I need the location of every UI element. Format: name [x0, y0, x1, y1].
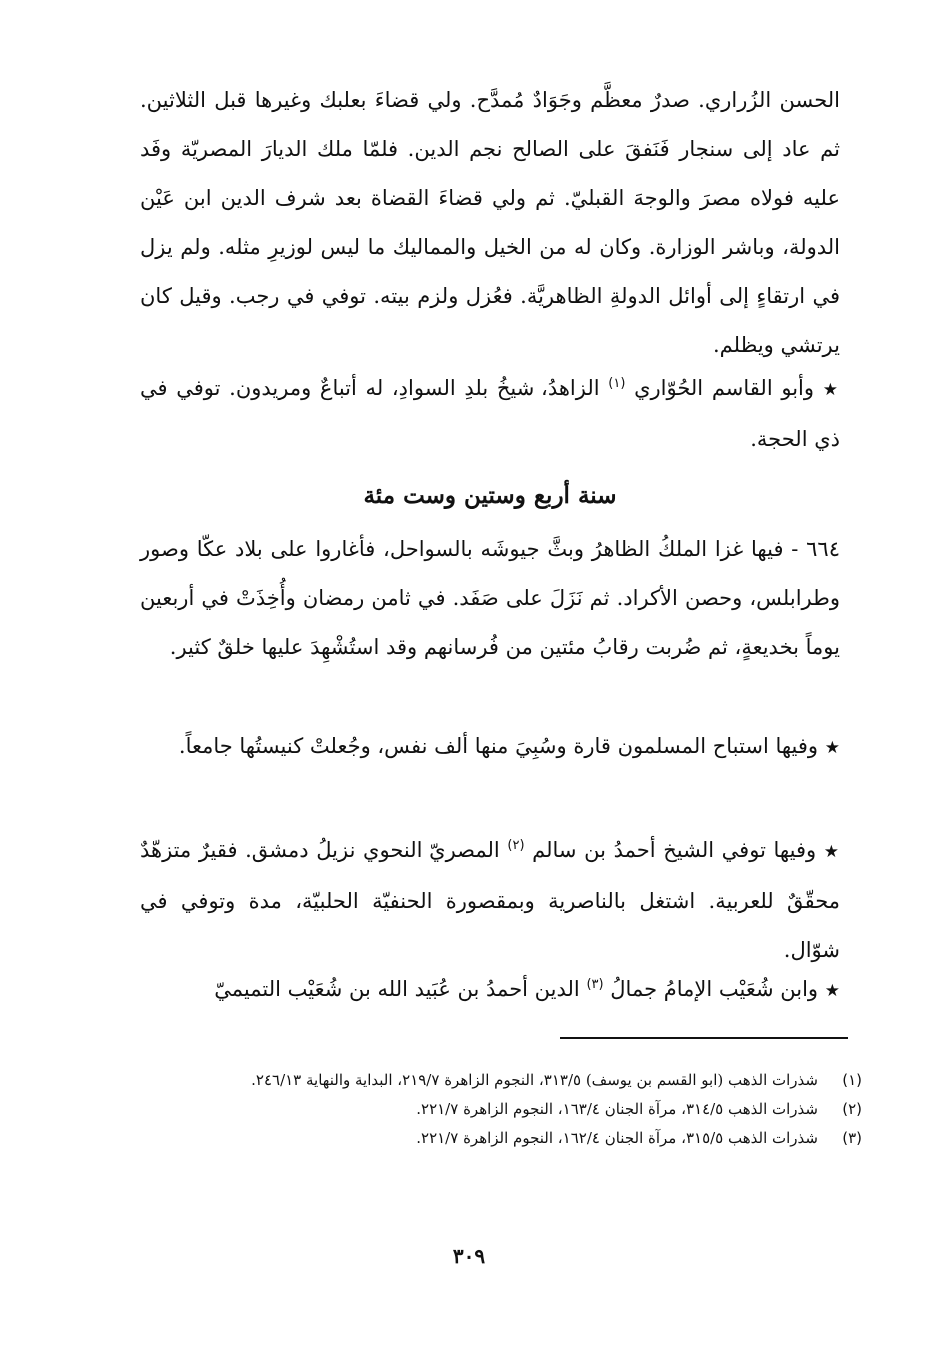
star-bullet-icon: ★ — [824, 981, 840, 1001]
star-bullet-icon: ★ — [823, 842, 840, 862]
footnote-divider — [560, 1037, 848, 1039]
footnote-number: (٣) — [842, 1129, 862, 1147]
entry-text-part-b: المصريّ النحوي نزيلُ دمشق. فقيرٌ متزهّدٌ محقّقٌ للعربية. اشتغل بالناصرية وبمقصورة الحنفيّة الحلبيّة، مدة وتوفي في شوّال. — [140, 838, 840, 962]
footnote-number: (٢) — [842, 1100, 862, 1118]
footnote-2 — [150, 1095, 862, 1124]
page-number: ٣٠٩ — [452, 1244, 486, 1268]
year-section-heading: سنة أربع وستين وست مئة — [363, 482, 617, 509]
entry-text-part-a: وأبو القاسم الحُوّاري — [634, 376, 815, 400]
paragraph-qara-entry — [140, 722, 840, 773]
paragraph-biography-continuation: الحسن الزُراري. صدرٌ معظَّم وجَوَادٌ مُمدَّح. ولي قضاءَ بعلبك وغيرها قبل الثلاثين. ثم عاد إلى سنجار فَنَفقَ على الصالح نجم الدين. فلمّا ملك الديارَ المصريّة وفَد عليه فولاه مصرَ والوجهَ القبليّ. ثم ولي قضاءَ القضاة بعد شرف الدين ابن عَيْن الدولة، وباشر الوزارة. وكان له من الخيل والمماليك ما ليس لوزيرِ مثله. ولم يزل في ارتقاءٍ إلى أوائل الدولةِ الظاهريَّة. فعُزل ولزم بيته. توفي في رجب. وقيل كان يرتشي ويظلم. — [140, 88, 840, 357]
footnote-text: شذرات الذهب (ابو القسم بن يوسف) ٣١٣/٥، النجوم الزاهرة ٢١٩/٧، البداية والنهاية ٢٤٦/١٣. — [251, 1071, 818, 1089]
entry-text-part-a: وفيها توفي الشيخ أحمدُ بن سالم — [532, 838, 817, 862]
paragraph-ahmad-bin-salim-entry — [140, 826, 840, 975]
entry-text-part-b: الدين أحمدُ بن عُبَيد الله بن شُعَيْب التميميّ — [214, 977, 580, 1001]
entry-text: وفيها استباح المسلمون قارة وسُبِيَ منها ألف نفس، وجُعلتْ كنيستُها جامعاً. — [178, 734, 819, 758]
footnote-number: (١) — [842, 1071, 862, 1089]
footnote-1 — [150, 1066, 862, 1095]
footnote-ref-1[interactable]: (١) — [608, 376, 626, 391]
footnotes-section — [150, 1066, 862, 1153]
footnote-ref-2[interactable]: (٢) — [507, 838, 525, 853]
star-bullet-icon: ★ — [822, 380, 840, 400]
footnote-text: شذرات الذهب ٣١٥/٥، مرآة الجنان ١٦٢/٤، النجوم الزاهرة ٢٢١/٧. — [416, 1129, 818, 1147]
footnote-3 — [150, 1124, 862, 1153]
paragraph-abu-al-qasim-entry — [140, 364, 840, 464]
paragraph-year-664-events: ٦٦٤ - فيها غزا الملكُ الظاهرُ وبثَّ جيوشَه بالسواحل، فأغاروا على بلاد عكّا وصور وطرابلس، وحصن الأكراد. ثم نَزَلَ على صَفَد. في ثامن رمضان وأُخِذَتْ في أربعين يوماً بخديعةٍ، ثم ضُربت رقابُ مئتين من فُرسانهم وقد استُشْهِدَ عليها خلقٌ كثير. — [140, 537, 840, 659]
footnote-ref-3[interactable]: (٣) — [586, 977, 604, 992]
entry-text-part-b: الزاهدُ، شيخُ بلدِ السوادِ، له أتباعٌ ومريدون. توفي في ذي الحجة. — [140, 376, 840, 451]
entry-text-part-a: وابن شُعَيْب الإمامُ جمالُ — [610, 977, 819, 1001]
star-bullet-icon: ★ — [824, 738, 840, 758]
footnote-text: شذرات الذهب ٣١٤/٥، مرآة الجنان ١٦٣/٤، النجوم الزاهرة ٢٢١/٧. — [416, 1100, 818, 1118]
paragraph-ibn-shuayb-entry — [140, 965, 840, 1016]
